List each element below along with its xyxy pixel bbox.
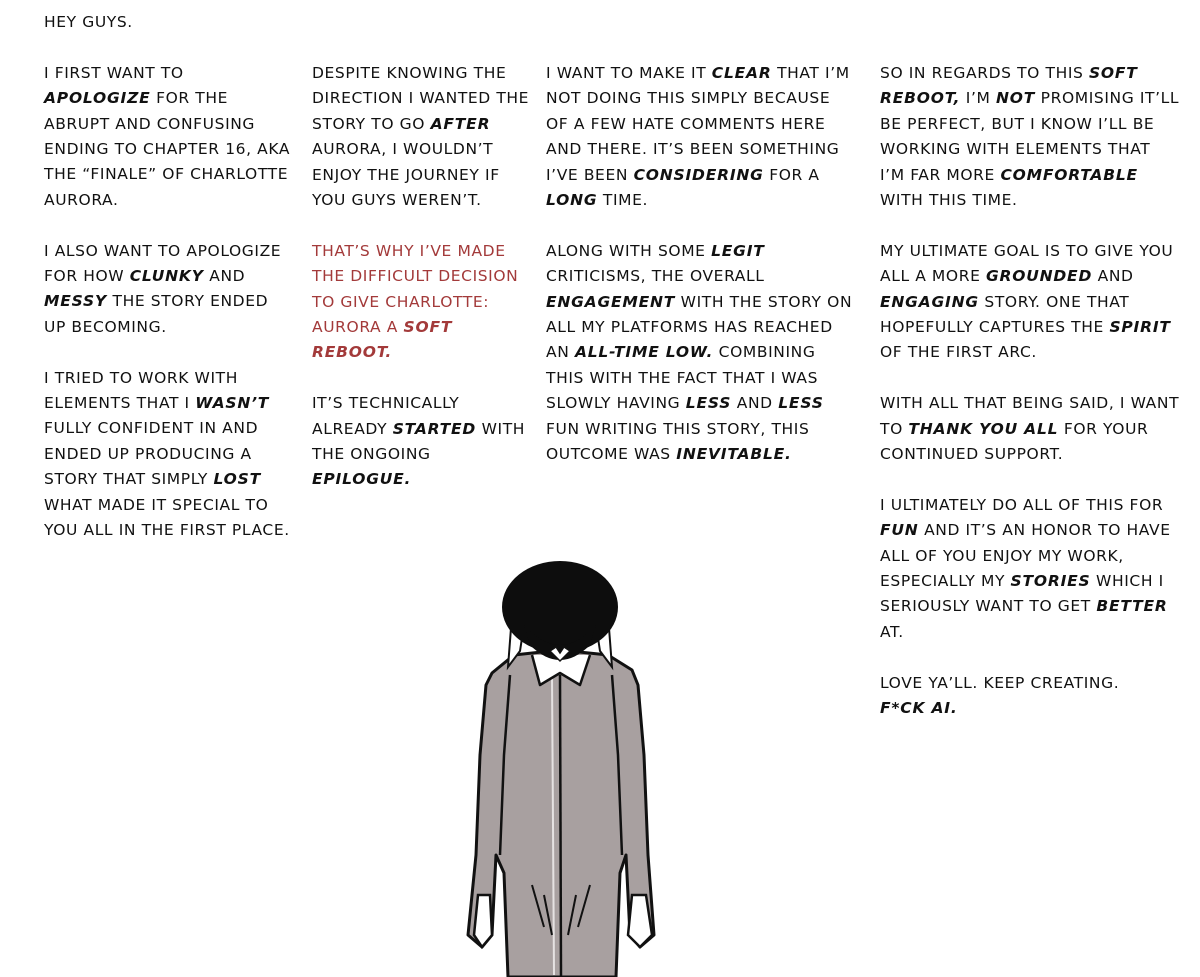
greeting [44,10,294,35]
text-run: I WANT TO MAKE IT [546,64,712,82]
paragraph-clunky [44,239,294,341]
text-run: WITH THE ONGOING [312,419,526,464]
text-run: THAT I’M NOT DOING THIS SIMPLY BECAUSE OF A FEW HATE COMMENTS HERE AND THERE. IT’S BEEN SOMETHING I’VE BEEN [546,64,850,184]
emphasis: MESSY [44,292,108,311]
emphasis: LONG [546,191,598,210]
paragraph-direction [312,61,532,213]
text-run: FOR YOUR CONTINUED SUPPORT. [880,419,1149,464]
paragraph-elements [44,366,294,544]
text-run: WHAT MADE IT SPECIAL TO YOU ALL IN THE FIRST PLACE. [44,495,290,540]
text-run: THAT’S WHY I’VE MADE THE DIFFICULT DECISION TO GIVE CHARLOTTE: AURORA A [312,241,519,337]
head [502,561,618,653]
emphasis: LESS [778,394,824,413]
right-hand [628,895,652,947]
emphasis: WASN’T [195,394,270,413]
emphasis: APOLOGIZE [44,89,151,108]
text-run: AND [203,267,246,286]
text-run: I ALSO WANT TO APOLOGIZE FOR HOW [44,241,282,286]
paragraph-fun [880,493,1180,645]
text-run: SO IN REGARDS TO THIS [880,64,1089,82]
text-run: FUN WRITING THIS STORY, THIS OUTCOME WAS [546,419,810,464]
text-column-2 [312,61,532,493]
emphasis: NOT [996,89,1036,108]
paragraph-engagement [546,239,856,468]
paragraph-thanks [880,391,1180,467]
paragraph-clear [546,61,856,213]
text-run: WHICH I SERIOUSLY WANT TO GET [880,572,1164,616]
text-run: STORY. ONE THAT HOPEFULLY CAPTURES THE [880,292,1130,337]
emphasis: EPILOGUE. [312,470,412,489]
emphasis: AFTER [430,114,491,133]
text-column-3 [546,61,856,467]
text-run: COMBINING THIS WITH THE FACT THAT I WAS SLOWLY HAVING [546,343,819,413]
text-run: DESPITE KNOWING THE DIRECTION I WANTED THE STORY TO GO [312,64,530,133]
paragraph-goal [880,239,1180,366]
paragraph-apology [44,61,294,213]
emphasis: ALL-TIME LOW. [574,343,714,362]
text-run: WITH THE STORY ON ALL MY PLATFORMS HAS REACHED AN [546,292,853,362]
emphasis: STARTED [392,419,477,438]
paragraph-regards [880,61,1180,213]
paragraph-soft-reboot-decision [312,239,532,366]
emphasis: ENGAGEMENT [546,292,676,311]
text-run: AND [731,394,779,413]
text-run: FOR THE ABRUPT AND CONFUSING ENDING TO CHAPTER 16, AKA THE “FINALE” OF CHARLOTTE AURORA. [44,89,291,209]
emphasis: CLEAR [711,64,772,82]
text-run: I’M [960,89,996,108]
text-run: AND [1092,267,1134,286]
text-run: FULLY CONFIDENT IN AND ENDED UP PRODUCING A STORY THAT SIMPLY [44,419,259,489]
emphasis: CONSIDERING [633,165,764,184]
emphasis: THANK YOU ALL [908,419,1059,438]
emphasis: LEGIT [711,241,765,260]
emphasis: GROUNDED [986,267,1093,286]
text-run: AND IT’S AN HONOR TO HAVE ALL OF YOU ENJOY MY WORK, ESPECIALLY MY [880,521,1171,591]
paragraph-started [312,391,532,493]
left-hand [474,895,492,947]
text-run: CRITICISMS, THE OVERALL [546,267,765,286]
text-run: IT’S TECHNICALLY ALREADY [312,394,460,438]
text-run: AURORA, I WOULDN’T ENJOY THE JOURNEY IF YOU GUYS WEREN’T. [312,140,500,210]
text-run: PROMISING IT’LL BE PERFECT, BUT I KNOW I’LL BE WORKING WITH ELEMENTS THAT I’M FAR MORE [880,89,1180,184]
text-run: MY ULTIMATE GOAL IS TO GIVE YOU ALL A MORE [880,241,1174,286]
greeting-text: HEY GUYS. [44,13,133,31]
emphasis: CLUNKY [129,267,204,286]
text-run: I ULTIMATELY DO ALL OF THIS FOR [880,495,1164,514]
emphasis: STORIES [1010,572,1091,591]
emphasis: SOFT REBOOT, [880,64,1138,108]
text-run: I TRIED TO WORK WITH ELEMENTS THAT I [44,368,238,413]
signoff [880,671,1180,722]
emphasis: SPIRIT [1109,318,1171,337]
emphasis: LESS [685,394,732,413]
text-run: THE STORY ENDED UP BECOMING. [44,292,269,336]
emphasis: BETTER [1096,597,1168,616]
signoff-emphasis: F*CK AI. [880,699,958,718]
emphasis: COMFORTABLE [1000,165,1138,184]
text-run: I FIRST WANT TO [44,63,184,82]
hooded-figure-illustration [440,555,680,977]
text-run: TIME. [597,191,649,210]
text-run: OF THE FIRST ARC. [880,343,1037,362]
text-column-1 [44,10,294,543]
text-column-4 [880,61,1180,722]
text-run: ALONG WITH SOME [546,241,712,260]
text-run: FOR A [763,165,820,184]
emphasis: SOFT REBOOT. [312,318,453,362]
text-run: WITH ALL THAT BEING SAID, I WANT TO [880,394,1180,438]
text-run: WITH THIS TIME. [880,191,1018,210]
emphasis: ENGAGING [880,292,979,311]
emphasis: LOST [213,470,261,489]
emphasis: FUN [880,521,919,540]
emphasis: INEVITABLE. [676,445,792,464]
text-run: AT. [880,622,904,641]
signoff-text: LOVE YA’LL. KEEP CREATING. [880,673,1120,692]
